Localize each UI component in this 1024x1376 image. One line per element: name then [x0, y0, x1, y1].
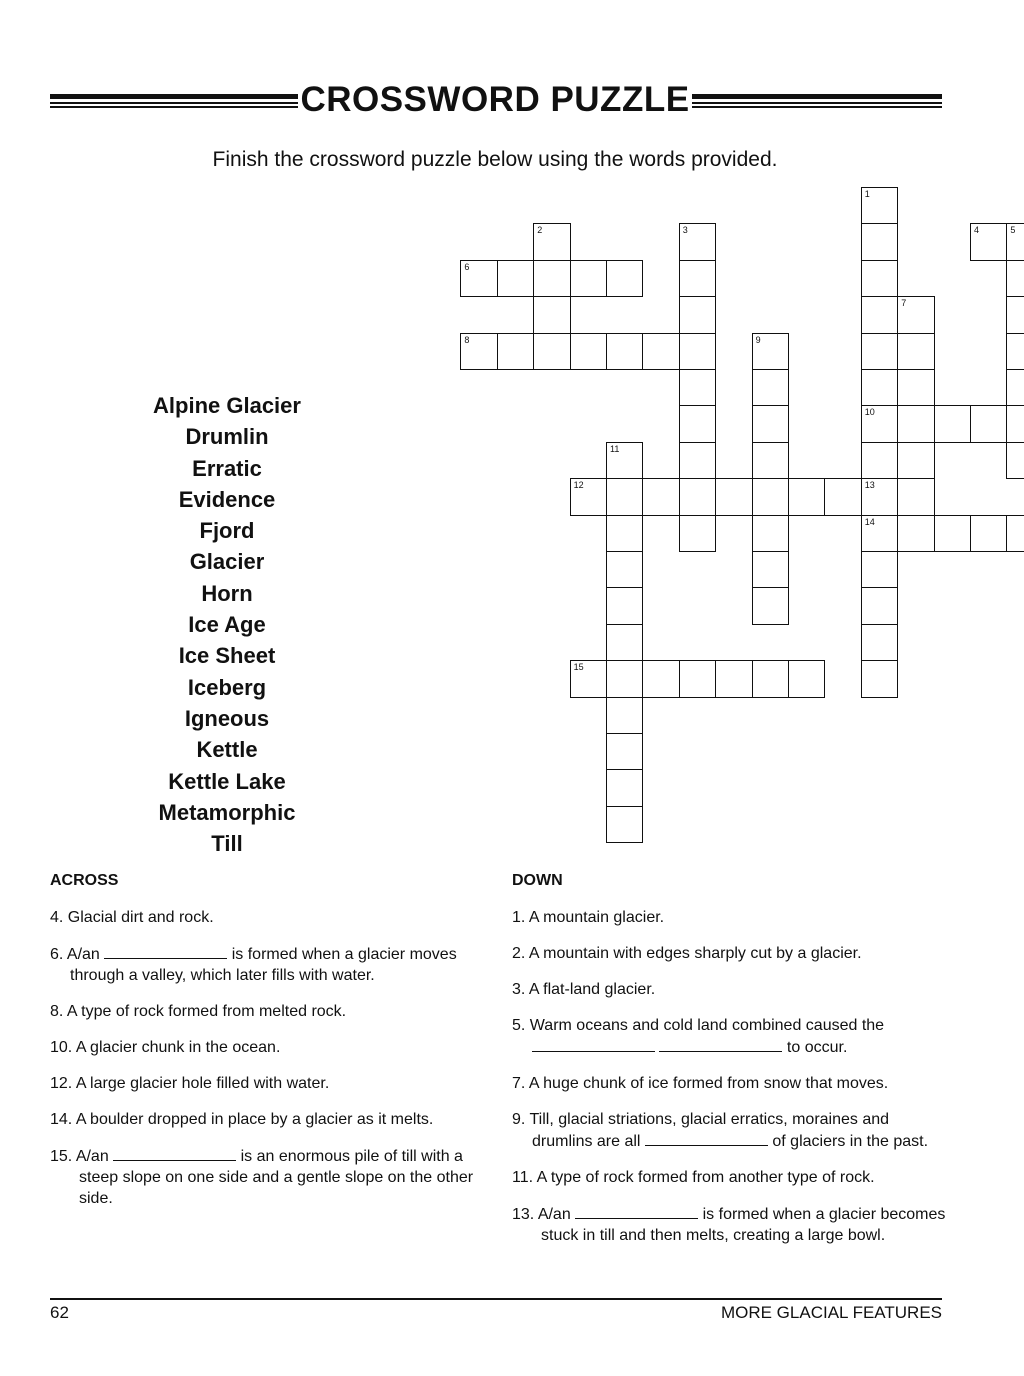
clue-number: 12	[573, 480, 584, 491]
clue-number-label: 11.	[512, 1169, 537, 1186]
grid-cell[interactable]	[715, 478, 752, 515]
word-bank-item: Horn	[201, 580, 253, 606]
grid-cell[interactable]	[570, 333, 607, 370]
clue-item	[50, 1001, 500, 1022]
clue-text: A large glacier hole filled with water.	[75, 1075, 330, 1092]
clue-number: 9	[755, 334, 761, 345]
grid-cell[interactable]	[861, 442, 898, 479]
clue-number-label: 7.	[512, 1075, 529, 1092]
clue-text: is an enormous pile of till with a steep slope on one side and a gentle slope on the other side.	[79, 1148, 474, 1207]
clue-number-label: 3.	[512, 981, 529, 998]
grid-cell[interactable]	[752, 369, 789, 406]
word-bank-item: Iceberg	[187, 674, 267, 700]
clue-text: A huge chunk of ice formed from snow that moves.	[528, 1075, 889, 1092]
word-bank-item: Glacier	[189, 549, 265, 575]
grid-cell[interactable]	[861, 260, 898, 297]
clue-number-label: 9.	[512, 1111, 530, 1128]
clue-text: of glaciers in the past.	[772, 1133, 929, 1150]
clue-number: 2	[537, 225, 543, 236]
clue-item	[512, 1167, 952, 1188]
clue-text: A/an	[537, 1206, 576, 1223]
grid-cell[interactable]	[679, 478, 716, 515]
word-bank-item: Kettle	[196, 737, 258, 763]
grid-cell[interactable]	[897, 442, 934, 479]
word-bank	[127, 390, 327, 859]
grid-cell[interactable]	[679, 296, 716, 333]
clue-number-label: 15.	[50, 1148, 76, 1165]
grid-cell[interactable]	[642, 478, 679, 515]
grid-cell[interactable]	[752, 405, 789, 442]
clue-number: 15	[573, 662, 584, 673]
answer-blank	[659, 1036, 782, 1052]
clue-text: A/an	[75, 1148, 114, 1165]
grid-cell[interactable]	[606, 806, 643, 843]
clue-text: A boulder dropped in place by a glacier as it melts.	[75, 1111, 434, 1128]
clue-item	[512, 979, 952, 1000]
grid-cell[interactable]	[861, 333, 898, 370]
grid-cell[interactable]	[752, 442, 789, 479]
grid-cell[interactable]	[1006, 369, 1024, 406]
down-heading: DOWN	[512, 872, 563, 889]
word-bank-item: Till	[211, 831, 243, 857]
grid-cell[interactable]	[824, 478, 861, 515]
clue-number: 13	[864, 480, 875, 491]
grid-cell[interactable]	[606, 733, 643, 770]
grid-cell[interactable]	[679, 260, 716, 297]
grid-cell[interactable]	[861, 223, 898, 260]
clue-text: A mountain glacier.	[528, 909, 665, 926]
grid-cell[interactable]	[606, 587, 643, 624]
clue-text: A flat-land glacier.	[528, 981, 656, 998]
clue-number-label: 12.	[50, 1075, 76, 1092]
instructions: Finish the crossword puzzle below using the words provided.	[212, 148, 778, 171]
clue-number: 14	[864, 516, 875, 527]
answer-blank	[532, 1036, 655, 1052]
grid-cell[interactable]	[606, 515, 643, 552]
word-bank-item: Kettle Lake	[168, 768, 286, 794]
across-heading: ACROSS	[50, 872, 119, 889]
clue-item	[50, 1073, 500, 1094]
grid-cell[interactable]	[1006, 260, 1024, 297]
clue-text: A glacier chunk in the ocean.	[75, 1039, 281, 1056]
clue-number: 1	[864, 189, 870, 199]
clue-number-label: 2.	[512, 945, 529, 962]
clue-text: A type of rock formed from melted rock.	[66, 1003, 347, 1020]
grid-cell[interactable]	[642, 333, 679, 370]
clue-item	[512, 907, 952, 928]
clue-text: Glacial dirt and rock.	[67, 909, 214, 926]
clue-number-label: 13.	[512, 1206, 538, 1223]
clue-item	[50, 1145, 500, 1209]
grid-cell[interactable]	[752, 515, 789, 552]
grid-cell[interactable]	[861, 369, 898, 406]
grid-cell[interactable]	[679, 369, 716, 406]
grid-cell[interactable]	[606, 478, 643, 515]
across-clues	[50, 907, 500, 1224]
grid-cell[interactable]	[533, 296, 570, 333]
grid-cell[interactable]	[642, 660, 679, 697]
grid-cell[interactable]	[897, 515, 934, 552]
clue-number-label: 1.	[512, 909, 529, 926]
grid-cell[interactable]	[1006, 405, 1024, 442]
grid-cell[interactable]	[970, 405, 1007, 442]
clue-item	[512, 1109, 952, 1152]
grid-cell[interactable]	[679, 442, 716, 479]
clue-number: 10	[864, 407, 875, 418]
grid-cell[interactable]	[497, 333, 534, 370]
grid-cell[interactable]	[861, 624, 898, 661]
grid-cell[interactable]	[752, 587, 789, 624]
grid-cell[interactable]	[606, 551, 643, 588]
clue-number: 6	[464, 261, 470, 272]
page-number: 62	[50, 1303, 69, 1322]
clue-item	[512, 1203, 952, 1246]
clue-item	[50, 907, 500, 928]
page-title: CROSSWORD PUZZLE	[300, 80, 690, 119]
clue-number-label: 8.	[50, 1003, 67, 1020]
grid-cell[interactable]	[533, 260, 570, 297]
clue-number-label: 10.	[50, 1039, 76, 1056]
clue-text: A mountain with edges sharply cut by a glacier.	[528, 945, 862, 962]
word-bank-item: Fjord	[199, 518, 255, 544]
grid-cell[interactable]	[752, 551, 789, 588]
word-bank-item: Ice Sheet	[178, 643, 276, 669]
grid-cell[interactable]	[679, 405, 716, 442]
grid-cell[interactable]	[1006, 333, 1024, 370]
grid-cell[interactable]	[861, 587, 898, 624]
grid-cell[interactable]	[606, 260, 643, 297]
grid-cell[interactable]	[897, 333, 934, 370]
grid-cell[interactable]	[788, 478, 825, 515]
clue-text: is formed when a glacier moves through a valley, which later fills with water.	[70, 946, 457, 984]
grid-cell[interactable]	[679, 660, 716, 697]
grid-cell[interactable]	[970, 515, 1007, 552]
grid-cell[interactable]	[1006, 515, 1024, 552]
grid-cell[interactable]	[497, 260, 534, 297]
answer-blank	[104, 943, 227, 959]
grid-cell[interactable]	[606, 333, 643, 370]
grid-cell[interactable]	[679, 515, 716, 552]
clue-text: Till, glacial striations, glacial erratics, moraines and drumlins are all	[529, 1111, 890, 1150]
clue-item	[50, 1109, 500, 1130]
clue-text: A/an	[66, 946, 105, 963]
answer-blank	[645, 1130, 768, 1146]
clue-item	[50, 943, 500, 986]
clue-number-label: 5.	[512, 1017, 530, 1034]
footer-divider	[50, 1298, 942, 1300]
clue-number: 4	[974, 225, 980, 236]
grid-cell[interactable]	[1006, 442, 1024, 479]
word-bank-item: Evidence	[178, 486, 276, 512]
grid-cell[interactable]	[570, 260, 607, 297]
clue-number: 3	[682, 225, 688, 236]
clue-text: A type of rock formed from another type of rock.	[536, 1169, 875, 1186]
clue-number: 8	[464, 334, 470, 345]
grid-cell[interactable]	[897, 369, 934, 406]
clue-text: is formed when a glacier becomes stuck in till and then melts, creating a large bowl.	[541, 1206, 946, 1244]
grid-cell[interactable]	[788, 660, 825, 697]
grid-cell[interactable]	[606, 624, 643, 661]
answer-blank	[113, 1145, 236, 1161]
grid-cell[interactable]	[679, 333, 716, 370]
grid-cell[interactable]	[752, 660, 789, 697]
grid-cell[interactable]	[861, 551, 898, 588]
grid-cell[interactable]	[934, 515, 971, 552]
grid-cell[interactable]	[606, 660, 643, 697]
section-title: MORE GLACIAL FEATURES	[720, 1303, 942, 1322]
clue-number-label: 4.	[50, 909, 68, 926]
word-bank-item: Metamorphic	[158, 799, 296, 825]
clue-number-label: 14.	[50, 1111, 76, 1128]
word-bank-item: Ice Age	[188, 612, 266, 638]
answer-blank	[575, 1203, 698, 1219]
grid-cell[interactable]	[861, 660, 898, 697]
clue-text: Warm oceans and cold land combined caused the	[529, 1017, 885, 1034]
grid-cell[interactable]	[533, 333, 570, 370]
grid-cell[interactable]	[897, 405, 934, 442]
word-bank-item: Igneous	[184, 705, 270, 731]
down-clues	[512, 907, 952, 1261]
clue-number: 5	[1010, 225, 1016, 236]
word-bank-item: Erratic	[192, 455, 262, 481]
grid-cell[interactable]	[715, 660, 752, 697]
clue-number: 11	[610, 443, 620, 454]
clue-number-label: 6.	[50, 946, 67, 963]
grid-cell[interactable]	[1006, 296, 1024, 333]
word-bank-item: Drumlin	[185, 424, 269, 450]
clue-item	[512, 1073, 952, 1094]
clue-text: to occur.	[786, 1039, 848, 1056]
grid-cell[interactable]	[897, 478, 934, 515]
grid-cell[interactable]	[606, 769, 643, 806]
word-bank-item: Alpine Glacier	[153, 393, 301, 418]
clue-item	[50, 1037, 500, 1058]
grid-cell[interactable]	[861, 296, 898, 333]
grid-cell[interactable]	[752, 478, 789, 515]
clue-item	[512, 1015, 952, 1058]
clue-number: 7	[901, 298, 907, 309]
grid-cell[interactable]	[934, 405, 971, 442]
grid-cell[interactable]	[606, 697, 643, 734]
clue-item	[512, 943, 952, 964]
